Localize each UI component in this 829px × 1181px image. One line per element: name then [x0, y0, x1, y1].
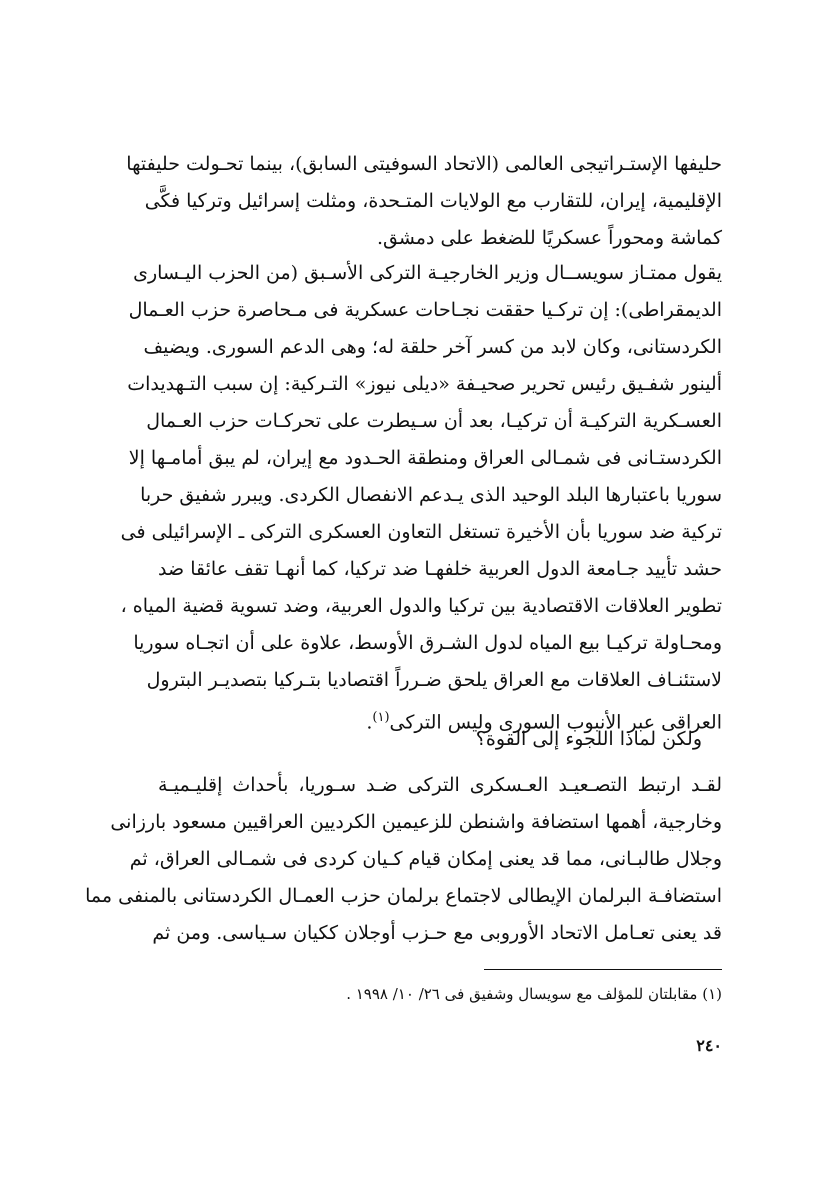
paragraph-2 — [120, 255, 722, 736]
footnote-separator — [484, 969, 722, 970]
text-line: الكردستـانى فى شمـالى العراق ومنطقة الحـدود مع إيران، لم يبق أمامـها إلا — [128, 447, 722, 469]
text-line: وجلال طالبـانى، مما قد يعنى إمكان قيام كـيان كردى فى شمـالى العراق، ثم — [129, 848, 722, 870]
paragraph-3 — [158, 721, 722, 758]
text-line: قد يعنى تعـامل الاتحاد الأوروبى مع حـزب أوجلان ككيان سـياسى. ومن ثم — [152, 922, 722, 944]
page-number: ٢٤٠ — [696, 1036, 722, 1055]
text-line: ومحـاولة تركيـا بيع المياه لدول الشـرق الأوسط، علاوة على أن اتجـاه سوريا — [133, 632, 722, 654]
paragraph-4 — [85, 767, 722, 952]
text-line: ولكن لماذا اللجوء إلى القوة؟ — [475, 728, 702, 750]
text-line: كماشة ومحوراً عسكريًا للضغط على دمشق. — [376, 227, 722, 249]
text-line: لاستئنـاف العلاقات مع العراق يلحق ضـرراً اقتصاديا بتـركيا بتصديـر البترول — [146, 669, 722, 691]
text-line: حليفها الإستـراتيجى العالمى (الاتحاد السوفيتى السابق)، بينما تحـولت حليفتها — [126, 153, 722, 175]
text-line: سوريا باعتبارها البلد الوحيد الذى يـدعم الانفصال الكردى. ويبرر شفيق حربا — [140, 484, 722, 506]
text-line: يقول ممتـاز سويســال وزير الخارجيـة التركى الأسـبق (من الحزب اليـسارى — [133, 262, 722, 284]
sentence-end: . — [366, 711, 373, 734]
text-line: ألينور شفـيق رئيس تحرير صحيـفة «ديلى نيوز» التـركية: إن سبب التـهديدات — [127, 373, 722, 395]
footnote: (١) مقابلتان للمؤلف مع سويسال وشفيق فى ٢٦/ ١٠/ ١٩٩٨ . — [346, 985, 722, 1003]
text-line: حشد تأييد جـامعة الدول العربية خلفهـا ضد تركيا، كما أنهـا تقف عائقا ضد — [158, 558, 722, 580]
text-line: الكردستانى، وكان لابد من كسر آخر حلقة له؛ وهى الدعم السورى. ويضيف — [143, 336, 722, 358]
footnote-marker: (١) — [372, 710, 390, 725]
text-line-content: العراقى عبر الأنبوب السورى وليس التركى — [389, 711, 722, 734]
text-line: تركية ضد سوريا بأن الأخيرة تستغل التعاون العسكرى التركى ـ الإسرائيلى فى — [120, 521, 722, 543]
text-line: الديمقراطى): إن تركـيا حققت نجـاحات عسكرية فى مـحاصرة حزب العـمال — [128, 299, 722, 321]
text-line: العسـكرية التركيـة أن تركيـا، بعد أن سـيطرت على تحركـات حزب العـمال — [146, 410, 722, 432]
text-line: الإقليمية، إيران، للتقارب مع الولايات المتـحدة، ومثلت إسرائيل وتركيا فكَّى — [144, 190, 722, 212]
text-line: لقـد ارتبط التصـعيـد العـسكرى التركى ضـد سـوريا، بأحداث إقليـميـة — [158, 774, 722, 796]
text-line: استضافـة البرلمان الإيطالى لاجتماع برلمان حزب العمـال الكردستانى بالمنفى مما — [85, 885, 722, 907]
text-line: وخارجية، أهمها استضافة واشنطن للزعيمين الكرديين العراقيين مسعود بارزانى — [110, 811, 722, 833]
paragraph-1 — [126, 146, 722, 257]
text-line: تطوير العلاقات الاقتصادية بين تركيا والدول العربية، وضد تسوية قضية المياه ، — [120, 595, 722, 617]
